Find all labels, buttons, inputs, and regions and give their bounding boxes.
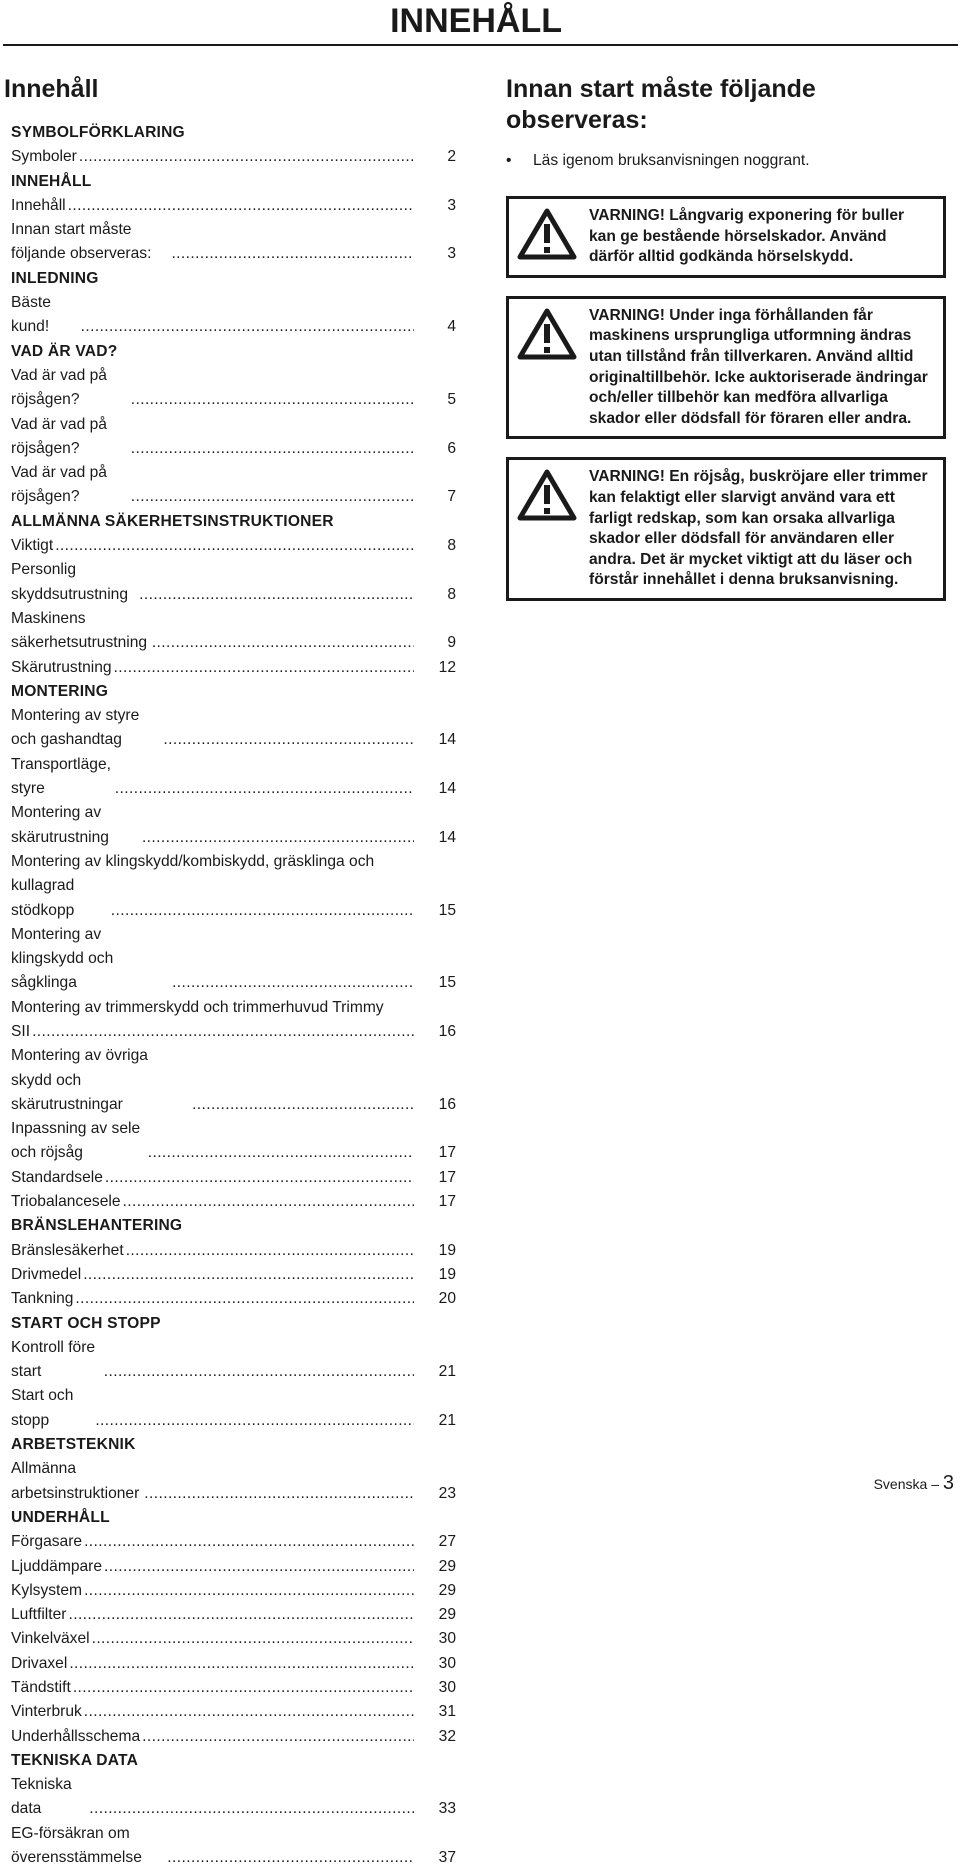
toc-entry-label: Montering av trimmerskydd och trimmerhuvud Trimmy (11, 998, 384, 1016)
toc-entry-label: Viktigt (11, 537, 54, 555)
toc-entry-label: Vad är vad på röjsågen? (11, 464, 107, 506)
toc-dot-leader (105, 1166, 414, 1190)
page-footer (874, 1473, 954, 1494)
toc-entry (11, 1627, 456, 1651)
toc-dot-leader (148, 1141, 414, 1165)
toc-entry (11, 607, 456, 656)
toc-entry (11, 291, 456, 340)
toc-entry (11, 1773, 456, 1822)
toc-entry-label: Inpassning av sele och röjsåg (11, 1120, 141, 1162)
toc-dot-leader (32, 1020, 414, 1044)
toc-page-number: 3 (447, 245, 456, 263)
toc-entry-label: Underhållsschema (11, 1727, 141, 1745)
toc-entry (11, 364, 456, 413)
toc-section-heading: TEKNISKA DATA (11, 1751, 139, 1769)
toc-entry-label: Vinterbruk (11, 1703, 82, 1721)
precautions-section (506, 74, 946, 619)
toc-page-number: 21 (438, 1411, 456, 1429)
toc-dot-leader (126, 1239, 414, 1263)
toc-page-number: 12 (438, 658, 456, 676)
toc-section-heading: MONTERING (11, 682, 109, 700)
toc-page-number: 14 (438, 731, 456, 749)
toc-dot-leader (163, 728, 414, 752)
warning-triangle-icon (517, 467, 589, 591)
toc-entry-label: Tekniska data (11, 1776, 72, 1818)
toc-entry (11, 1190, 456, 1214)
bullet-marker: • (506, 152, 512, 169)
toc-entry-label: Montering av övriga skydd och skärutrustningar (11, 1047, 148, 1113)
toc-dot-leader (81, 315, 414, 339)
toc-section-heading: UNDERHÅLL (11, 1508, 110, 1526)
toc-dot-leader (95, 1409, 414, 1433)
toc-entry (11, 558, 456, 607)
toc-dot-leader (115, 777, 414, 801)
toc-entry (11, 1530, 456, 1554)
toc-section-heading: BRÄNSLEHANTERING (11, 1217, 183, 1235)
toc-title: Innehåll (4, 75, 99, 103)
toc-page-number: 9 (447, 634, 456, 652)
bullet-text: Läs igenom bruksanvisningen noggrant. (533, 152, 810, 169)
toc-entry-label: Kylsystem (11, 1581, 83, 1599)
toc-section-heading: ARBETSTEKNIK (11, 1436, 136, 1454)
toc-entry (11, 1676, 456, 1700)
toc-dot-leader (152, 631, 414, 655)
toc-section-heading: INNEHÅLL (11, 172, 92, 190)
toc-entry-label: Tankning (11, 1290, 74, 1308)
toc-entry-label: Bäste kund! (11, 294, 51, 336)
toc-dot-leader (131, 437, 414, 461)
toc-dot-leader (171, 242, 414, 266)
toc-entry (11, 1166, 456, 1190)
toc-entry (11, 1239, 456, 1263)
toc-page-number: 4 (447, 318, 456, 336)
toc-page-number: 30 (438, 1630, 456, 1648)
toc-dot-leader (68, 194, 414, 218)
header-title-text: INNEHÅLL (390, 2, 562, 40)
toc-section-heading: SYMBOLFÖRKLARING (11, 124, 185, 141)
toc-page-number: 2 (447, 148, 456, 166)
toc-entry (11, 1044, 456, 1117)
page-header-title (0, 2, 958, 41)
toc-entry-label: Luftfilter (11, 1606, 67, 1624)
toc-page-number: 7 (447, 488, 456, 506)
warning-text: VARNING! Långvarig exponering för buller kan ge bestående hörselskador. Använd därför alltid godkända hörselskydd. (589, 207, 905, 266)
toc-page-number: 30 (438, 1679, 456, 1696)
toc-page-number: 23 (438, 1484, 456, 1502)
toc-entry-label: Vad är vad på röjsågen? (11, 415, 107, 457)
toc-page-number: 21 (438, 1363, 456, 1381)
footer-page-number: 3 (942, 1472, 954, 1494)
toc-list (4, 121, 456, 1870)
toc-dot-leader (139, 583, 414, 607)
toc-entry (11, 656, 456, 680)
toc-entry-label: Triobalancesele (11, 1193, 121, 1211)
toc-entry-label: Personlig skyddsutrustning (11, 561, 129, 603)
toc-page-number: 3 (447, 196, 456, 214)
toc-dot-leader (73, 1676, 414, 1700)
toc-entry-label: Kontroll före start (11, 1338, 96, 1381)
toc-dot-leader (114, 656, 414, 680)
toc-page-number: 17 (438, 1193, 456, 1211)
header-divider (3, 44, 958, 46)
toc-page-number: 6 (447, 439, 456, 457)
toc-entry-continuation (11, 874, 456, 923)
toc-dot-leader (84, 1700, 414, 1724)
toc-page-number: 16 (438, 1095, 456, 1113)
toc-dot-leader (79, 145, 414, 169)
toc-dot-leader (84, 1579, 414, 1603)
toc-entry-label-continued: SII (11, 1022, 31, 1040)
toc-entry-label: Montering av skärutrustning (11, 804, 109, 846)
toc-page-number: 19 (438, 1265, 456, 1283)
toc-entry-label: Innehåll (11, 196, 66, 214)
toc-entry (11, 1263, 456, 1287)
toc-entry-label: Maskinens säkerhetsutrustning (11, 609, 148, 652)
toc-dot-leader (167, 1846, 414, 1870)
toc-entry (11, 413, 456, 462)
toc-entry (11, 704, 456, 753)
toc-dot-leader (131, 485, 414, 509)
toc-entry-label: Vinkelväxel (11, 1630, 90, 1648)
toc-entry (11, 801, 456, 850)
toc-entry (11, 1287, 456, 1311)
toc-dot-leader (142, 826, 414, 850)
toc-entry-label: Skärutrustning (11, 658, 112, 676)
toc-entry-label: Drivmedel (11, 1265, 82, 1283)
toc-dot-leader (84, 1530, 414, 1554)
toc-dot-leader (104, 1360, 414, 1384)
toc-entry-label: Drivaxel (11, 1654, 68, 1672)
toc-page-number: 5 (447, 391, 456, 409)
toc-entry-label: Symboler (11, 148, 77, 166)
toc-entry (11, 753, 456, 802)
warning-triangle-icon (517, 206, 589, 268)
toc-entry-label: Allmänna arbetsinstruktioner (11, 1460, 140, 1502)
toc-page-number: 31 (438, 1703, 456, 1721)
toc-entry (11, 194, 456, 218)
toc-dot-leader (69, 1652, 414, 1676)
toc-entry-label: Innan start måste följande observeras: (11, 221, 152, 263)
toc-entry (11, 1384, 456, 1433)
toc-page-number: 17 (438, 1168, 456, 1186)
toc-dot-leader (89, 1797, 414, 1821)
toc-entry-label: Standardsele (11, 1168, 103, 1186)
toc-entry-label: Vad är vad på röjsågen? (11, 366, 107, 409)
toc-entry (11, 1117, 456, 1166)
toc-page-number: 32 (438, 1727, 456, 1745)
toc-entry-label-continued: kullagrad stödkopp (11, 877, 75, 919)
toc-entry-label: Montering av klingskydd/kombiskydd, gräsklinga och (11, 852, 375, 870)
footer-language: Svenska (873, 1476, 928, 1492)
toc-entry (11, 1822, 456, 1870)
toc-entry-label: Bränslesäkerhet (11, 1241, 124, 1259)
toc-entry (11, 1700, 456, 1724)
toc-entry (11, 1555, 456, 1579)
toc-dot-leader (142, 1725, 414, 1749)
warning-text: VARNING! En röjsåg, buskröjare eller trimmer kan felaktigt eller slarvigt använd vara ett farligt redskap, som kan orsaka allvarliga skador eller dödsfall för användaren eller andra. Det är mycket viktigt att du läser och förstår innehållet i denna bruksanvisning. (589, 468, 928, 589)
toc-entry-label: Start och stopp (11, 1387, 74, 1429)
toc-entry (11, 1579, 456, 1603)
toc-dot-leader (68, 1603, 414, 1627)
toc-dot-leader (75, 1287, 414, 1311)
toc-section-heading: START OCH STOPP (11, 1314, 161, 1332)
toc-page-number: 15 (438, 901, 456, 919)
toc-entry (11, 850, 456, 923)
toc-page-number: 30 (438, 1654, 456, 1672)
toc-page-number: 29 (438, 1581, 456, 1599)
toc-entry-label: Ljuddämpare (11, 1557, 103, 1575)
toc-dot-leader (123, 1190, 414, 1214)
toc-entry-label: Montering av klingskydd och sågklinga (11, 925, 114, 992)
toc-entry-label: EG-försäkran om överensstämmelse (11, 1824, 142, 1867)
toc-page-number: 17 (438, 1144, 456, 1162)
footer-separator: – (931, 1476, 939, 1492)
table-of-contents (4, 74, 456, 1870)
toc-page-number: 19 (438, 1241, 456, 1259)
toc-entry-label: Förgasare (11, 1533, 83, 1551)
toc-entry (11, 923, 456, 996)
toc-page-number: 8 (447, 585, 456, 603)
toc-dot-leader (131, 388, 414, 412)
toc-entry (11, 1725, 456, 1749)
toc-dot-leader (83, 1263, 414, 1287)
toc-page-number: 29 (438, 1557, 456, 1575)
toc-dot-leader (111, 899, 414, 923)
toc-entry (11, 1603, 456, 1627)
toc-dot-leader (104, 1555, 414, 1579)
toc-dot-leader (192, 1093, 414, 1117)
warning-text: VARNING! Under inga förhållanden får maskinens ursprungliga utformning ändras utan tillstånd från tillverkaren. Använd alltid originaltillbehör. Icke auktoriserade ändringar och/eller tillbehör kan medföra allvarliga skador eller dödsfall för föraren eller andra. (589, 306, 928, 427)
warning-triangle-icon (517, 306, 589, 430)
precautions-title: Innan start måste följande observeras: (506, 75, 816, 134)
toc-entry-continuation (11, 1020, 456, 1044)
toc-entry (11, 1652, 456, 1676)
toc-entry (11, 996, 456, 1045)
toc-entry (11, 461, 456, 510)
toc-entry-label: Tändstift (11, 1679, 71, 1696)
toc-page-number: 29 (438, 1606, 456, 1624)
toc-dot-leader (55, 534, 414, 558)
toc-entry-label: Montering av styre och gashandtag (11, 707, 140, 749)
warning-box (506, 296, 946, 440)
precautions-bullet (506, 150, 946, 172)
toc-page-number: 14 (438, 828, 456, 846)
toc-section-heading: INLEDNING (11, 269, 99, 287)
warning-list (506, 196, 946, 601)
toc-page-number: 15 (438, 974, 456, 992)
warning-box (506, 457, 946, 601)
toc-dot-leader (92, 1627, 414, 1651)
toc-section-heading: VAD ÄR VAD? (11, 342, 118, 360)
toc-page-number: 27 (438, 1533, 456, 1551)
toc-entry (11, 218, 456, 267)
toc-entry-label: Transportläge, styre (11, 755, 111, 798)
toc-page-number: 8 (447, 537, 456, 555)
toc-section-heading: ALLMÄNNA SÄKERHETSINSTRUKTIONER (11, 512, 334, 530)
toc-page-number: 20 (438, 1290, 456, 1308)
toc-dot-leader (172, 971, 414, 995)
warning-box (506, 196, 946, 278)
toc-page-number: 37 (438, 1849, 456, 1867)
toc-page-number: 16 (438, 1022, 456, 1040)
toc-entry (11, 1336, 456, 1385)
toc-page-number: 14 (438, 780, 456, 798)
toc-page-number: 33 (438, 1800, 456, 1818)
toc-entry (11, 145, 456, 169)
toc-entry (11, 534, 456, 558)
toc-entry (11, 1457, 456, 1506)
